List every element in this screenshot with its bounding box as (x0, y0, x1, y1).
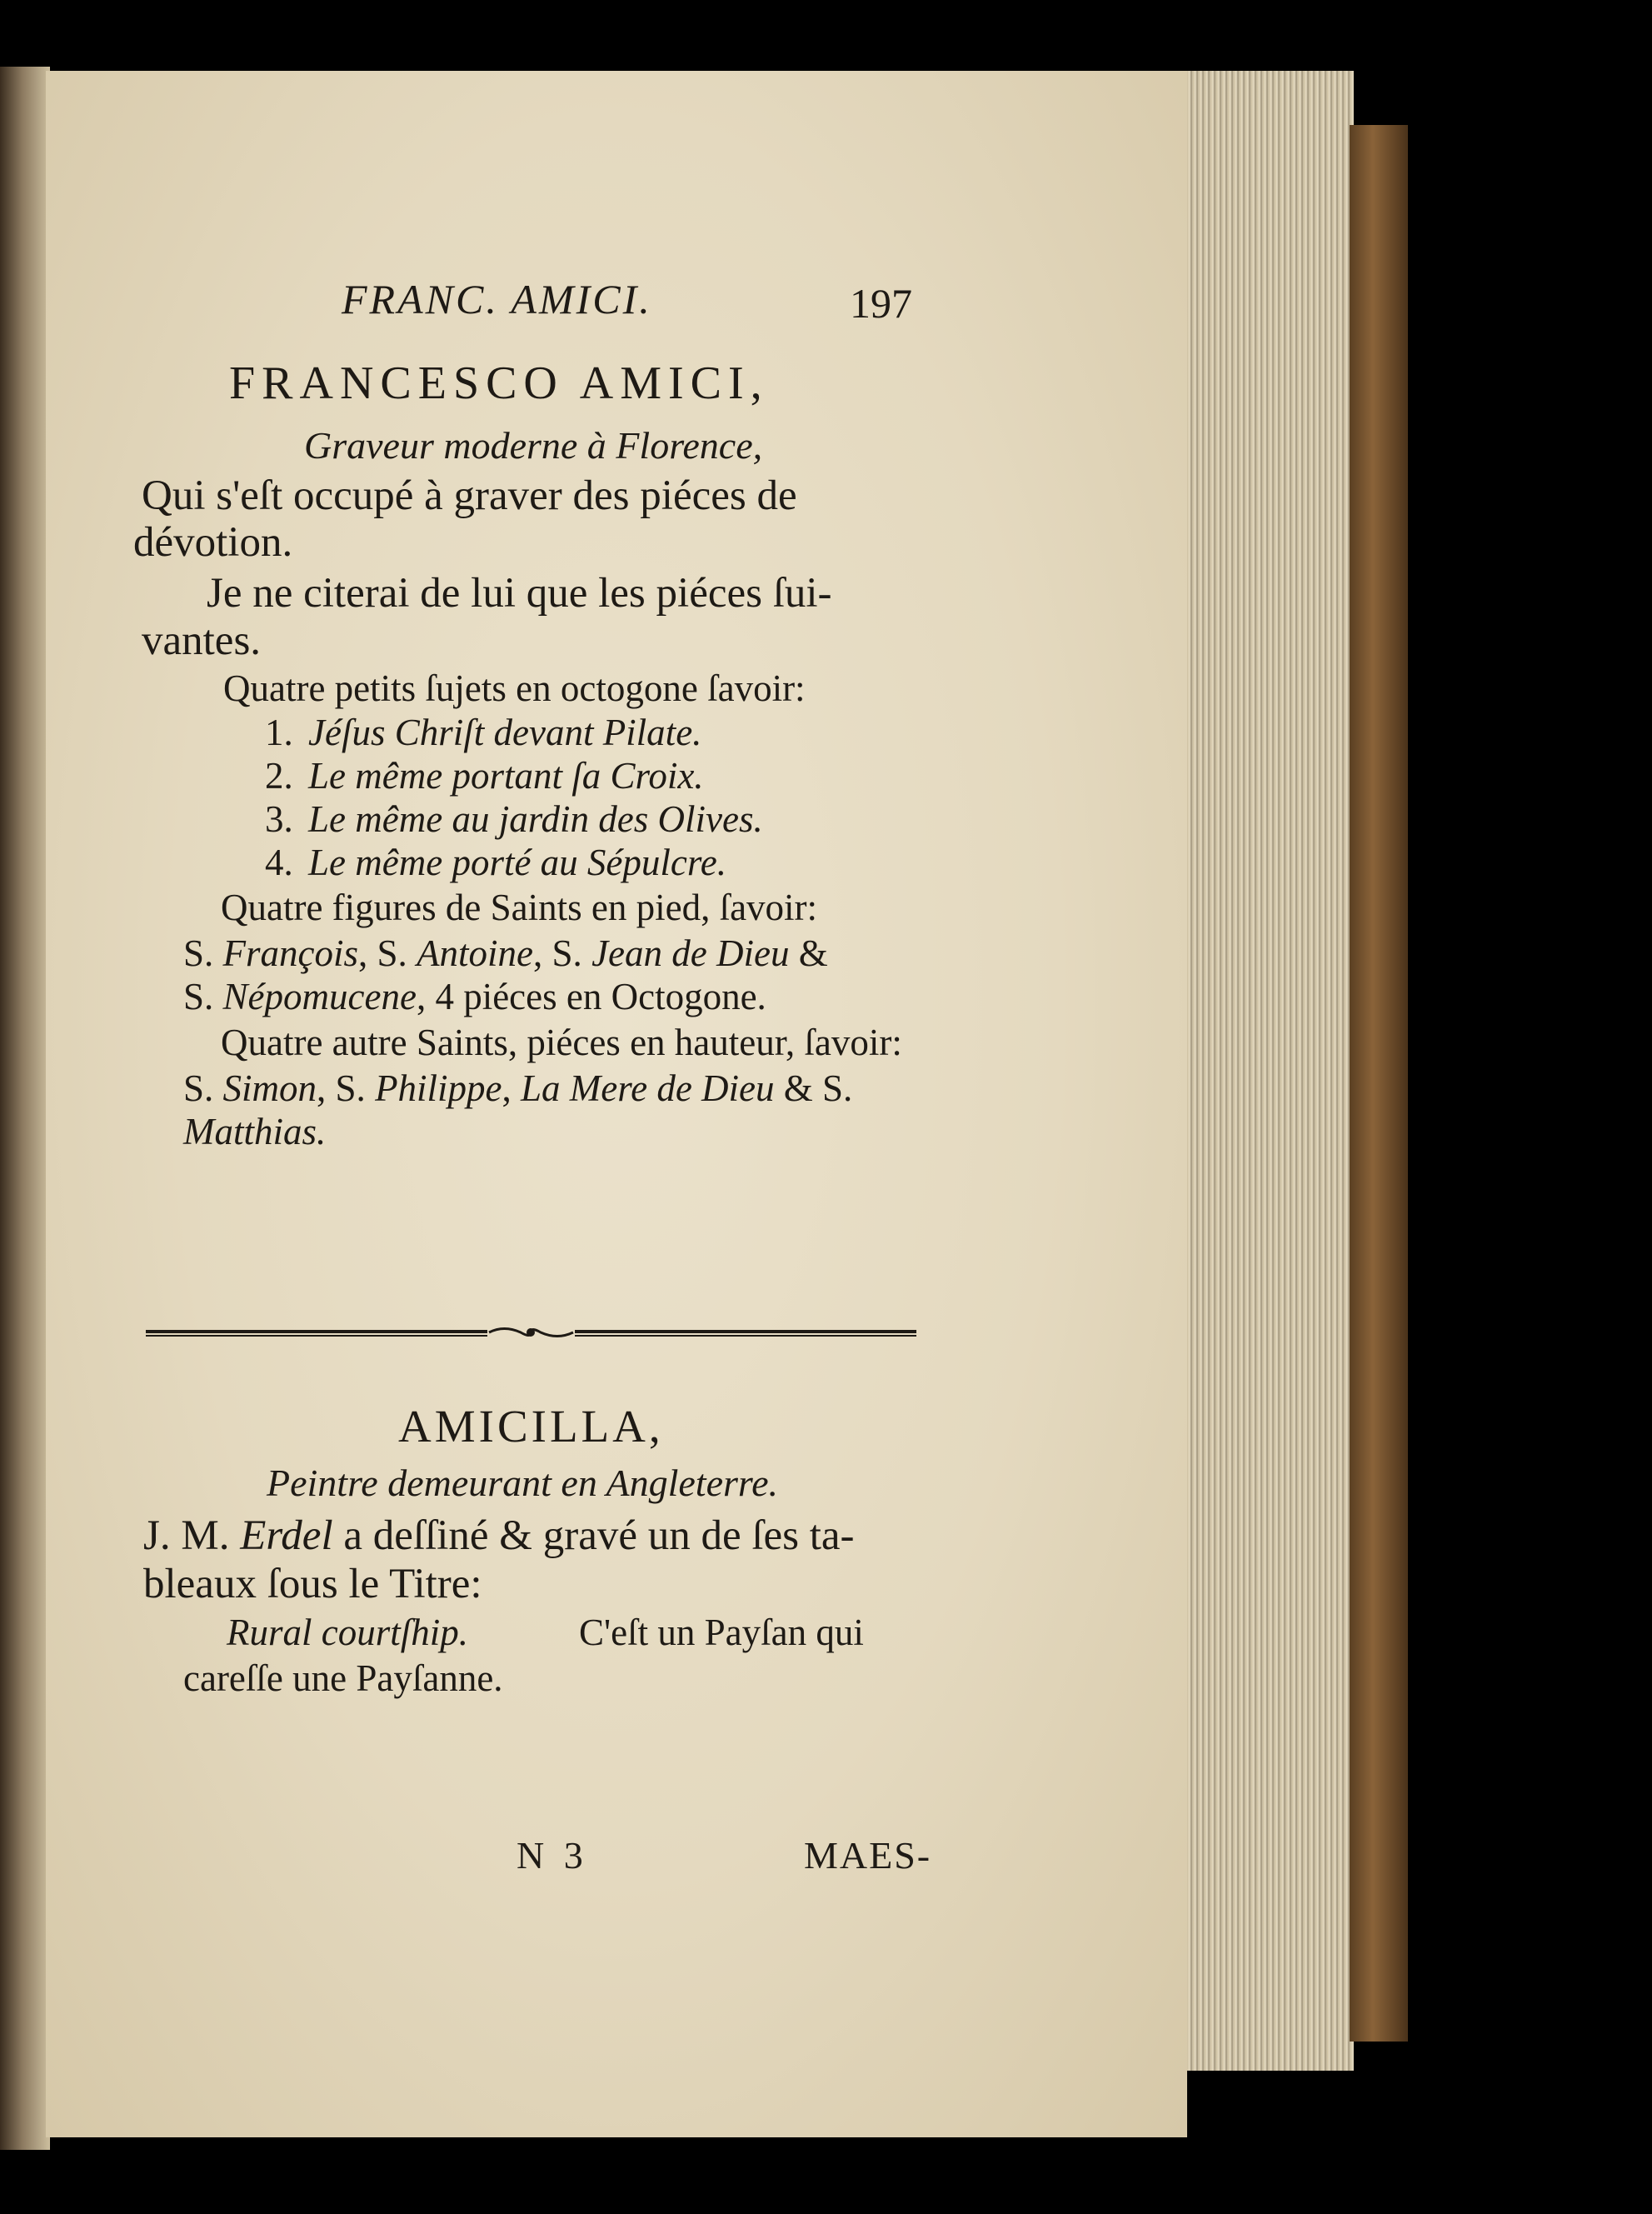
list-item-number: 1. (265, 712, 293, 753)
entry-heading-amici: FRANCESCO AMICI, (229, 357, 769, 409)
running-head: FRANC. AMICI. (342, 276, 652, 322)
fleuron-ornament (487, 1323, 575, 1342)
list-item-title: Le même porté au Sépulcre. (308, 842, 726, 883)
entry-subtitle-amici: Graveur moderne à Florence, (304, 424, 763, 467)
list-item-title: Le même au jardin des Olives. (308, 798, 763, 840)
entry-subtitle-amicilla: Peintre demeurant en Angleterre. (267, 1462, 779, 1504)
entry-heading-amicilla: AMICILLA, (398, 1401, 664, 1452)
facing-page-edge (0, 67, 50, 2150)
signature-mark: N 3 (517, 1834, 588, 1877)
others-line: S. Simon, S. Philippe, La Mere de Dieu & S. (183, 1067, 853, 1109)
others-line: Matthias. (183, 1111, 327, 1152)
paragraph-line: Je ne citerai de lui que les piéces ſui- (207, 570, 832, 617)
list-item-number: 3. (265, 798, 293, 840)
others-intro: Quatre autre Saints, piéces en hauteur, ſavoir: (221, 1022, 902, 1063)
paragraph-line: dévotion. (133, 519, 293, 566)
saints-line: S. Népomucene, 4 piéces en Octogone. (183, 976, 766, 1017)
paragraph-line: vantes. (142, 617, 262, 664)
paragraph-line: Qui s'eſt occupé à graver des piéces de (142, 472, 797, 519)
ornamental-rule (146, 1323, 916, 1342)
paragraph-line: J. M. Erdel a deſſiné & gravé un de ſes ta- (143, 1512, 855, 1559)
paragraph-line: careſſe une Payſanne. (183, 1657, 503, 1699)
paragraph-line: C'eſt un Payſan qui (579, 1612, 864, 1653)
catchword: MAES- (804, 1834, 932, 1877)
list-item-number: 4. (265, 842, 293, 883)
artwork-title: Rural courtſhip. (227, 1612, 468, 1653)
page-edges (1187, 71, 1354, 2071)
saints-intro: Quatre figures de Saints en pied, ſavoir: (221, 887, 818, 928)
list-intro: Quatre petits ſujets en octogone ſavoir: (223, 667, 806, 709)
saints-line: S. François, S. Antoine, S. Jean de Dieu & (183, 932, 828, 974)
book-cover-edge (1350, 125, 1408, 2042)
list-item-title: Le même portant ſa Croix. (308, 755, 704, 797)
paragraph-line: bleaux ſous le Titre: (143, 1561, 482, 1607)
list-item-number: 2. (265, 755, 293, 797)
page-number: 197 (850, 280, 912, 327)
list-item-title: Jéſus Chriſt devant Pilate. (308, 712, 702, 753)
